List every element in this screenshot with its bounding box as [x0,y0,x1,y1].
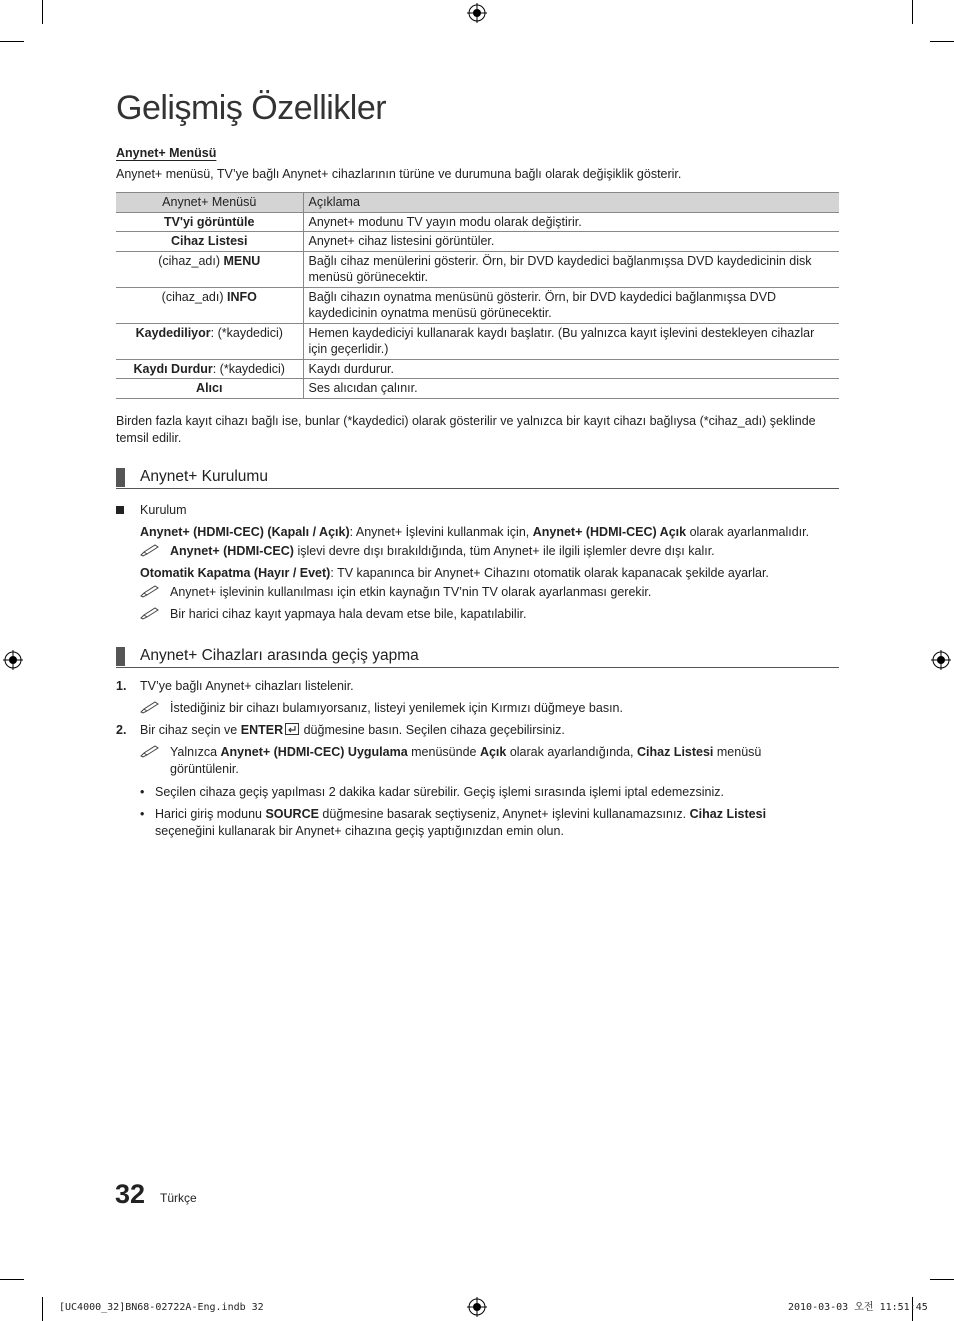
table-row [116,251,839,287]
setup-subheading: Kurulum [140,503,187,517]
table-cell-menu: (cihaz_adı) INFO [116,287,303,323]
setup-heading-text: Anynet+ Kurulumu [140,468,268,485]
square-bullet-icon [116,506,124,514]
table-row [116,379,839,399]
language-label: Türkçe [160,1191,197,1205]
heading-bar [116,647,125,666]
table-cell-menu: TV'yi görüntüle [116,212,303,232]
registration-mark-icon [3,650,23,670]
print-info-left: [UC4000_32]BN68-02722A-Eng.indb 32 [59,1302,264,1313]
after-table-note: Birden fazla kayıt cihazı bağlı ise, bunlar (*kaydedici) olarak gösterilir ve yalnızca bir kayıt cihazı bağlıysa (*cihaz_adı) şeklinde temsil edilir. [116,414,816,445]
table-cell-description: Bağlı cihazın oynatma menüsünü gösterir. Örn, bir DVD kaydedici bağlanmışsa DVD kaydedicinin oynatma menüsü görünecektir. [303,287,839,323]
table-cell-description: Anynet+ modunu TV yayın modu olarak değiştirir. [303,212,839,232]
step-2-note: Yalnızca Anynet+ (HDMI-CEC) Uygulama menüsünde Açık olarak ayarlandığında, Cihaz Listesi menüsü görüntülenir. [170,745,762,776]
bullet-1-text: Seçilen cihaza geçiş yapılması 2 dakika kadar sürebilir. Geçiş işlemi sırasında işlemi iptal edemezsiniz. [155,785,724,799]
setup-item-anynet-hdmi-cec: Anynet+ (HDMI-CEC) (Kapalı / Açık): Anynet+ İşlevini kullanmak için, Anynet+ (HDMI-CEC) Açık olarak ayarlanmalıdır. [140,525,810,539]
crop-mark [42,0,43,24]
crop-mark [42,1297,43,1321]
bullet-dot: • [140,807,145,821]
table-header-row [116,193,839,213]
bullet-2-text: Harici giriş modunu SOURCE düğmesine basarak seçtiyseniz, Anynet+ işlevini kullanamazsınız. Cihaz Listesi seçeneğini kullanarak bir Anynet+ cihazına geçiş yaptığınızdan emin olun. [155,807,767,838]
crop-mark [912,0,913,24]
registration-mark-icon [467,1297,487,1317]
crop-mark [0,1279,24,1280]
table-cell-menu: Kaydı Durdur: (*kaydedici) [116,359,303,379]
setup-heading [116,467,839,489]
table-row [116,323,839,359]
table-cell-menu: (cihaz_adı) MENU [116,251,303,287]
table-cell-description: Ses alıcıdan çalınır. [303,379,839,399]
bullet-dot: • [140,785,145,799]
note-pencil-icon [140,606,160,620]
print-info-right: 2010-03-03 오전 11:51:45 [788,1302,928,1313]
heading-bar [116,468,125,487]
menu-section-description: Anynet+ menüsü, TV’ye bağlı Anynet+ cihazlarının türüne ve durumuna bağlı olarak değişiklik gösterir. [116,167,682,181]
step-number: 2. [116,723,127,737]
table-row [116,212,839,232]
table-cell-description: Bağlı cihaz menülerini gösterir. Örn, bir DVD kaydedici bağlanmışsa DVD kaydedicinin disk menüsü görünecektir. [303,251,839,287]
table-cell-description: Hemen kaydediciyi kullanarak kaydı başlatır. (Bu yalnızca kayıt işlevini destekleyen cihazlar için geçerlidir.) [303,323,839,359]
note-pencil-icon [140,584,160,598]
page-number: 32 [115,1179,146,1209]
table-row [116,359,839,379]
setup-note-3: Bir harici cihaz kayıt yapmaya hala devam etse bile, kapatılabilir. [170,607,527,621]
switch-heading-text: Anynet+ Cihazları arasında geçiş yapma [140,647,419,664]
registration-mark-icon [931,650,951,670]
table-row [116,232,839,252]
step-number: 1. [116,679,127,693]
setup-note-1: Anynet+ (HDMI-CEC) işlevi devre dışı bırakıldığında, tüm Anynet+ ile ilgili işlemler devre dışı kalır. [170,544,715,558]
table-header-menu: Anynet+ Menüsü [116,193,303,213]
table-cell-description: Anynet+ cihaz listesini görüntüler. [303,232,839,252]
enter-button-icon [285,723,299,735]
table-cell-description: Kaydı durdurur. [303,359,839,379]
registration-mark-icon [467,3,487,23]
table-cell-menu: Cihaz Listesi [116,232,303,252]
note-pencil-icon [140,744,160,758]
anynet-menu-table [116,192,839,399]
step-1-note: İstediğiniz bir cihazı bulamıyorsanız, listeyi yenilemek için Kırmızı düğmeye basın. [170,701,623,715]
note-pencil-icon [140,543,160,557]
table-cell-menu: Kaydediliyor: (*kaydedici) [116,323,303,359]
crop-mark [0,41,24,42]
step-1-text: TV’ye bağlı Anynet+ cihazları listelenir. [140,679,354,693]
crop-mark [930,1279,954,1280]
switch-heading [116,646,839,668]
table-header-description: Açıklama [303,193,839,213]
table-cell-menu: Alıcı [116,379,303,399]
note-pencil-icon [140,700,160,714]
menu-section-label: Anynet+ Menüsü [116,146,217,160]
setup-item-auto-power-off: Otomatik Kapatma (Hayır / Evet): TV kapanınca bir Anynet+ Cihazını otomatik olarak kapanacak şekilde ayarlar. [140,566,769,580]
table-row [116,287,839,323]
crop-mark [930,41,954,42]
setup-note-2: Anynet+ işlevinin kullanılması için etkin kaynağın TV’nin TV olarak ayarlanması gerekir. [170,585,652,599]
step-2-text: Bir cihaz seçin ve ENTER düğmesine basın. Seçilen cihaza geçebilirsiniz. [140,723,565,737]
page-title: Gelişmiş Özellikler [116,89,387,127]
